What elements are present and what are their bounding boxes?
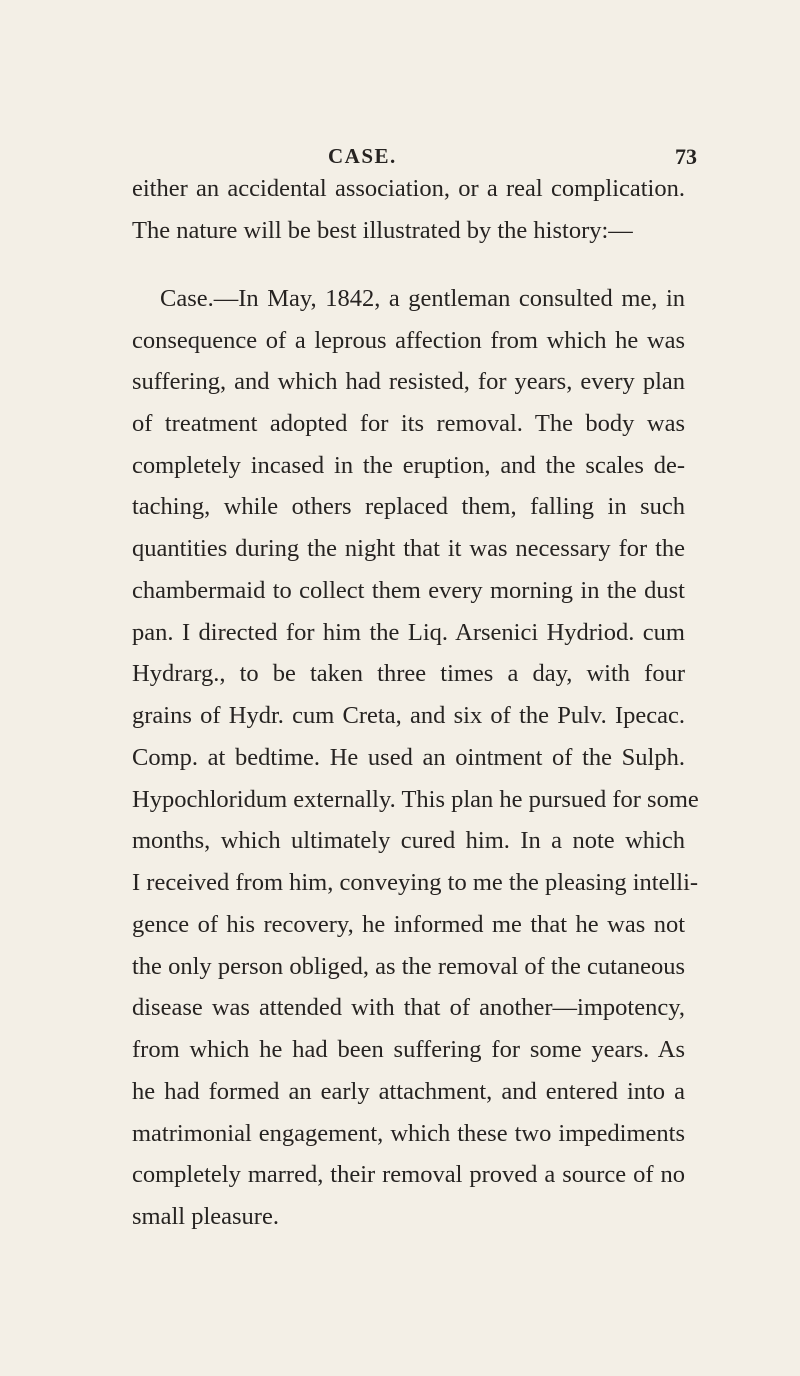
text-line: either an accidental association, or a real complication. [132,175,685,202]
page-number: 73 [675,144,697,169]
text-line: matrimonial engagement, which these two impediments [132,1120,685,1147]
text-line: the only person obliged, as the removal of the cutaneous [132,953,685,980]
text-line: chambermaid to collect them every morning in the dust [132,577,685,604]
text-line: The nature will be best illustrated by the history:— [132,217,633,244]
text-line: consequence of a leprous affection from which he was [132,327,685,354]
case-heading-line: Case.—In May, 1842, a gentleman consulted me, in [160,285,685,312]
text-line: completely marred, their removal proved a source of no [132,1161,685,1188]
text-line: Hypochloridum externally. This plan he pursued for some [132,786,699,813]
text-line: I received from him, conveying to me the pleasing intelli- [132,869,699,896]
running-head [0,144,800,174]
text-line: Hydrarg., to be taken three times a day, with four [132,660,685,687]
text-line: quantities during the night that it was necessary for the [132,535,685,562]
text-line: taching, while others replaced them, falling in such [132,493,685,520]
text-line: he had formed an early attachment, and entered into a [132,1078,685,1105]
text-line: completely incased in the eruption, and the scales de- [132,452,685,479]
text-line: months, which ultimately cured him. In a note which [132,827,685,854]
text-line: gence of his recovery, he informed me that he was not [132,911,685,938]
running-title: CASE. [328,144,397,168]
text-line: small pleasure. [132,1203,279,1230]
text-line: grains of Hydr. cum Creta, and six of the Pulv. Ipecac. [132,702,685,729]
text-line: disease was attended with that of another—impotency, [132,994,685,1021]
text-line: from which he had been suffering for some years. As [132,1036,685,1063]
text-line: of treatment adopted for its removal. The body was [132,410,685,437]
text-line: Comp. at bedtime. He used an ointment of the Sulph. [132,744,685,771]
text-line: suffering, and which had resisted, for years, every plan [132,368,685,395]
text-line: pan. I directed for him the Liq. Arsenici Hydriod. cum [132,619,685,646]
